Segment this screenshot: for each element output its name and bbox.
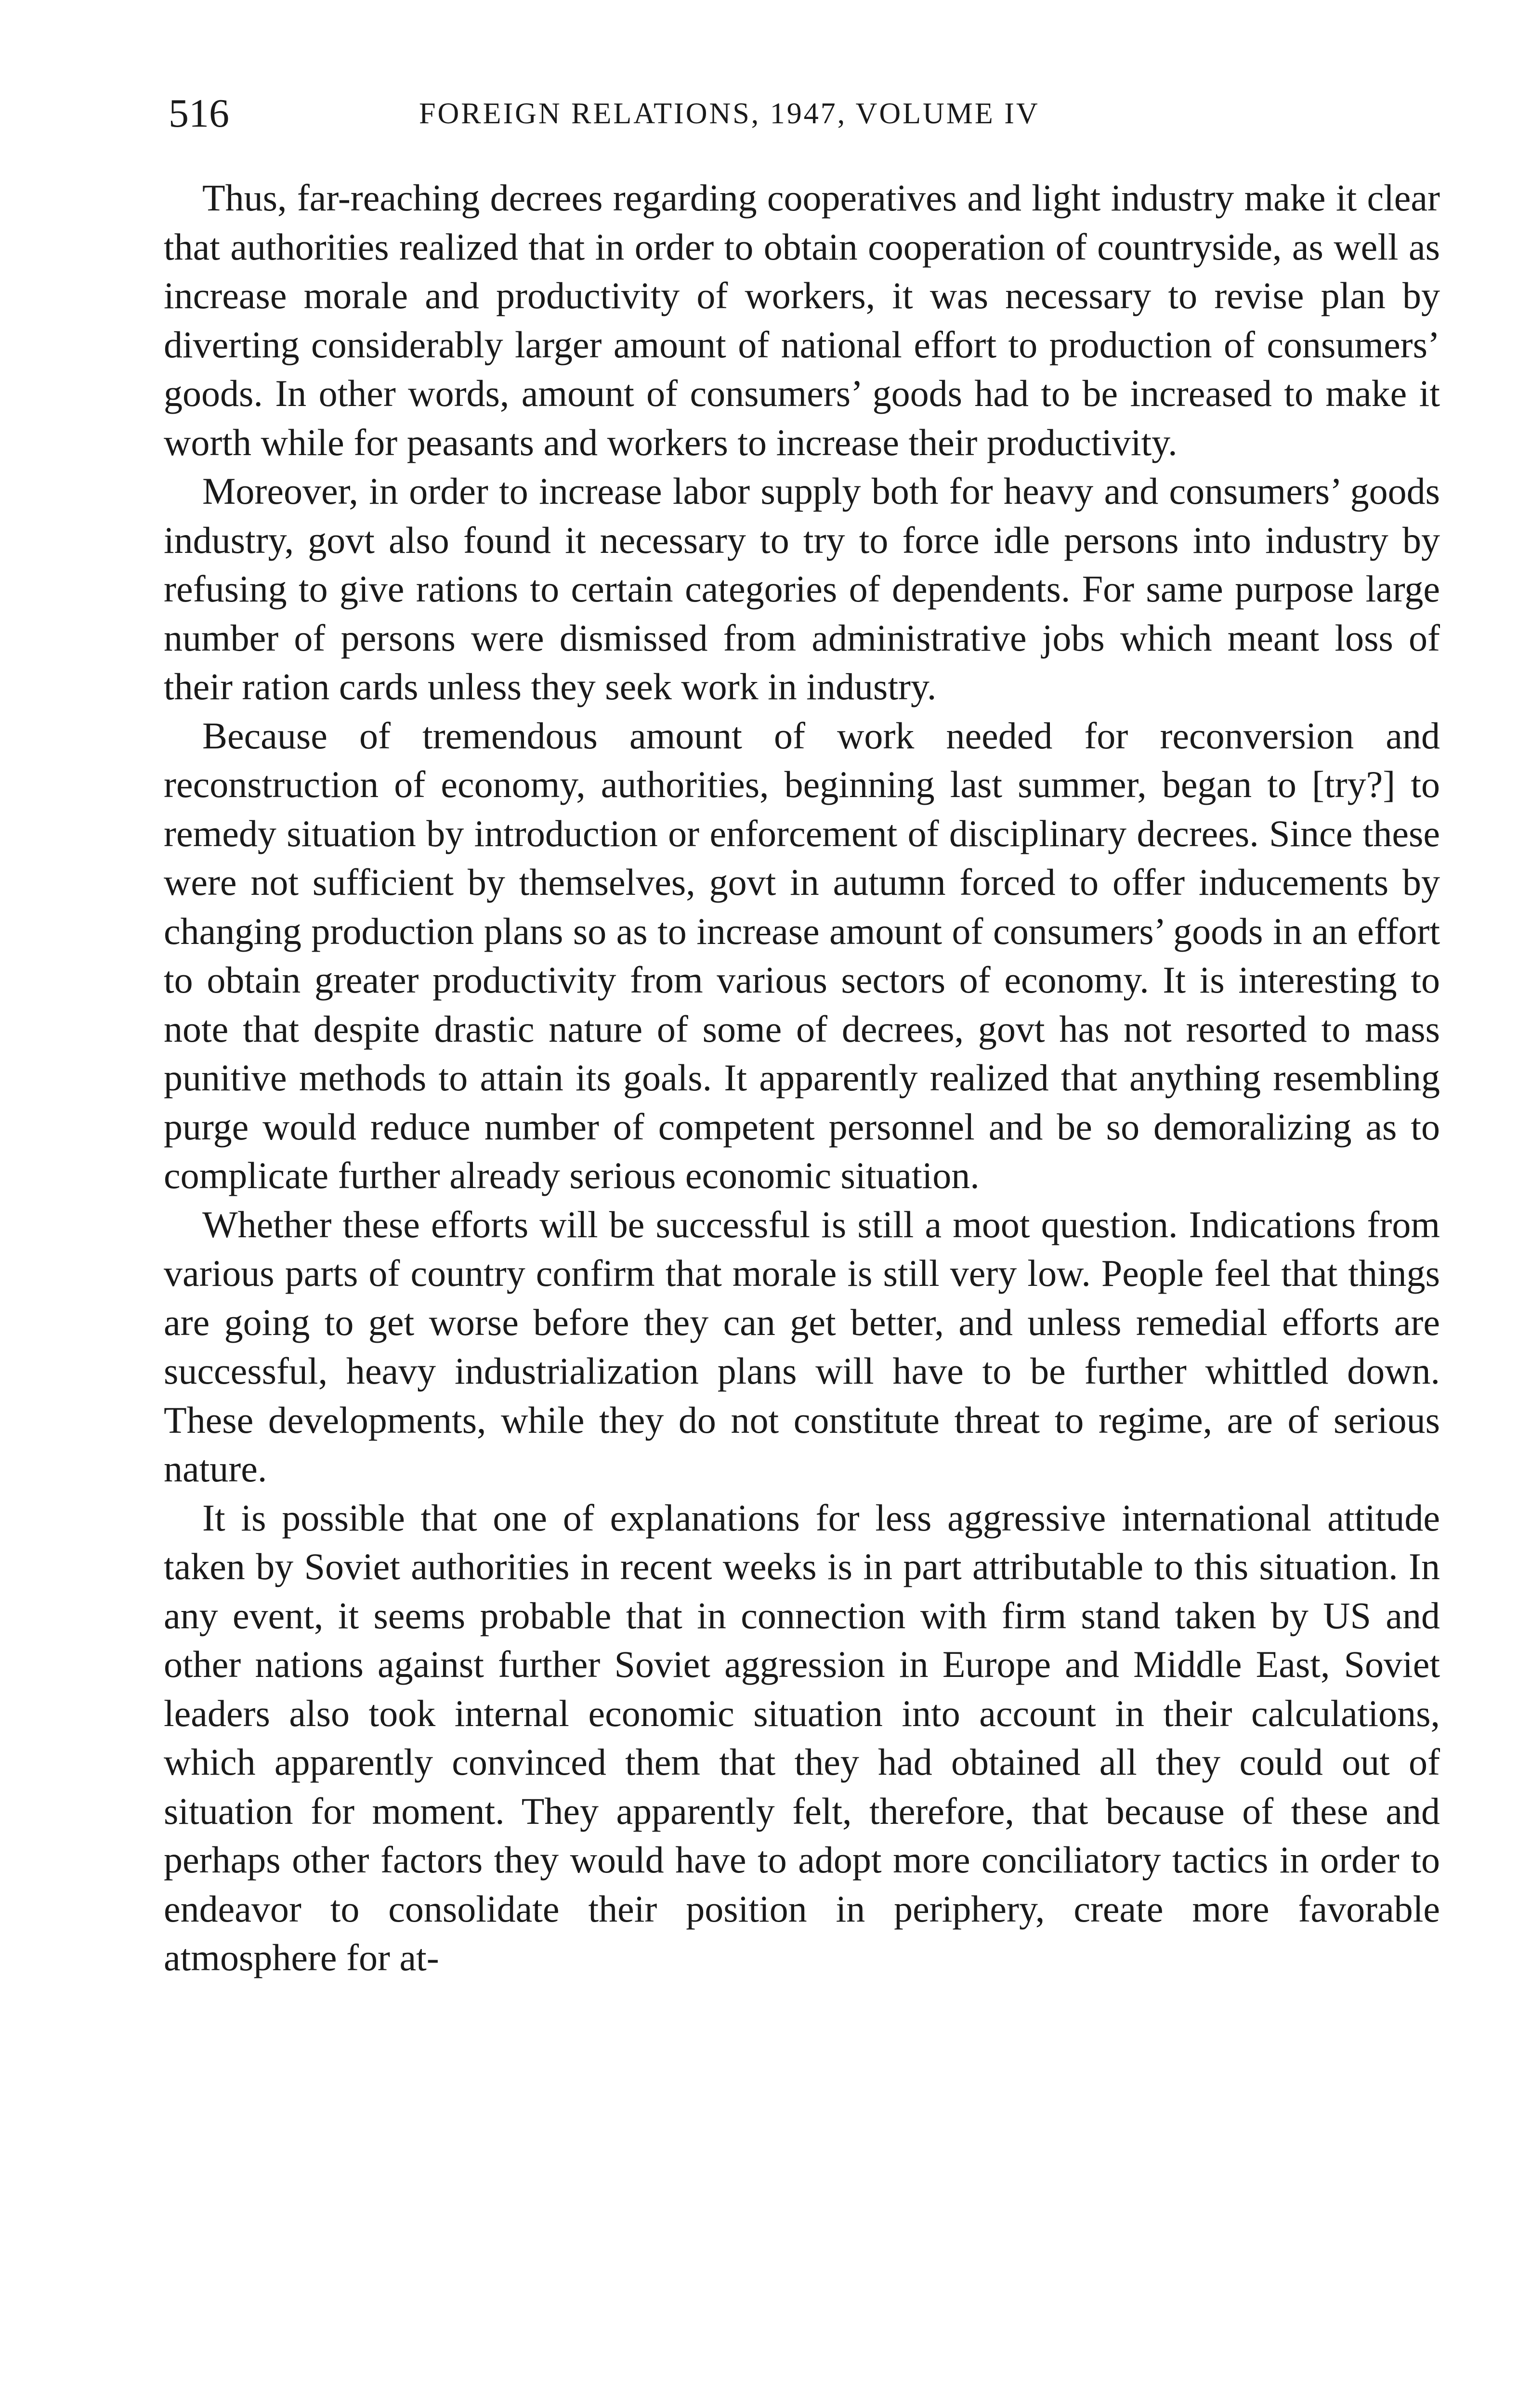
running-head: FOREIGN RELATIONS, 1947, VOLUME IV	[419, 97, 1040, 130]
paragraph: It is possible that one of explanations for less aggressive international attitude taken by Soviet authorities in recent weeks is in part attributable to this situation. In any event, it seems probable that in connection with firm stand taken by US and other nations against further Soviet aggression in Europe and Middle East, Soviet leaders also took internal economic situation into account in their calculations, which apparently convinced them that they had obtained all they could out of situation for moment. They apparently felt, therefore, that because of these and perhaps other factors they would have to adopt more conciliatory tactics in order to endeavor to consolidate their position in periphery, create more favorable atmosphere for at-	[164, 1496, 1440, 1978]
page-number: 516	[169, 91, 229, 136]
paragraph: Thus, far-reaching decrees regarding cooperatives and light industry make it clear that authorities realized that in order to obtain cooperation of countryside, as well as increase morale and productivity of workers, it was necessary to revise plan by diverting considerably larger amount of national effort to production of consumers’ goods. In other words, amount of consumers’ goods had to be increased to make it worth while for peasants and workers to increase their productivity.	[164, 177, 1440, 463]
paragraph: Because of tremendous amount of work needed for reconversion and reconstruction of economy, authorities, beginning last summer, began to [try?] to remedy situation by introduction or enforcement of disciplinary decrees. Since these were not sufficient by themselves, govt in autumn forced to offer inducements by changing production plans so as to increase amount of consumers’ goods in an effort to obtain greater productivity from various sectors of economy. It is interesting to note that despite drastic nature of some of decrees, govt has not resorted to mass punitive methods to attain its goals. It apparently realized that anything resembling purge would reduce number of competent personnel and be so demoralizing as to complicate further already serious economic situation.	[164, 714, 1440, 1196]
paragraph: Whether these efforts will be successful is still a moot question. Indications from various parts of country confirm that morale is still very low. People feel that things are going to get worse before they can get better, and unless remedial efforts are successful, heavy industrialization plans will have to be further whittled down. These developments, while they do not constitute threat to regime, are of serious nature.	[164, 1203, 1440, 1490]
page-header	[169, 85, 1440, 143]
body-text	[164, 173, 1440, 1982]
paragraph: Moreover, in order to increase labor supply both for heavy and consumers’ goods industry, govt also found it necessary to try to force idle persons into industry by refusing to give rations to certain categories of dependents. For same purpose large number of persons were dismissed from administrative jobs which meant loss of their ration cards unless they seek work in industry.	[164, 470, 1440, 707]
